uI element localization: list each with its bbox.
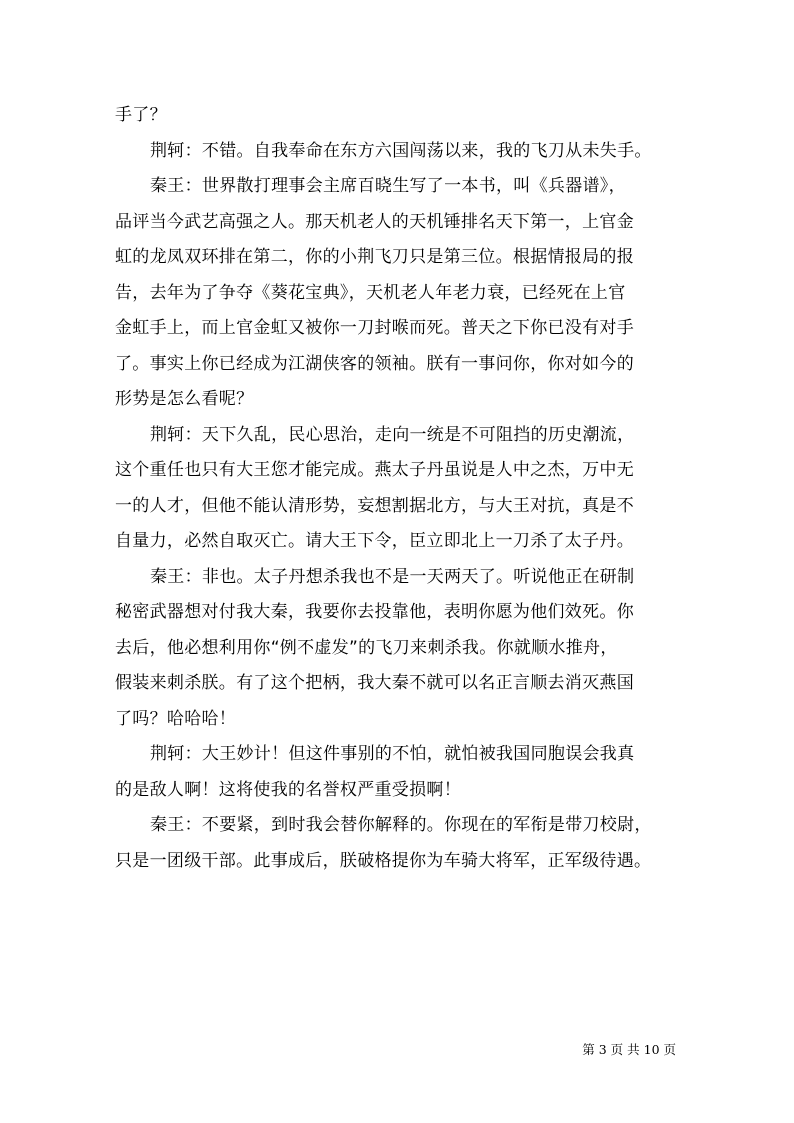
- text-line: 了吗？哈哈哈！: [115, 708, 237, 729]
- text-line: 荆轲：大王妙计！但这件事别的不怕，就怕被我国同胞误会我真: [150, 744, 635, 764]
- text-line: 荆轲：天下久乱，民心思治，走向一统是不可阻挡的历史潮流，: [150, 424, 635, 445]
- text-line: 了。事实上你已经成为江湖侠客的领袖。朕有一事问你，你对如今的: [115, 353, 634, 374]
- text-line: 荆轲：不错。自我奉命在东方六国闯荡以来，我的飞刀从未失手。: [150, 140, 652, 161]
- text-line: 秦王：不要紧，到时我会替你解释的。你现在的军衔是带刀校尉，: [150, 815, 652, 835]
- text-line: 秘密武器想对付我大秦，我要你去投靠他，表明你愿为他们效死。你: [115, 602, 634, 622]
- text-line: 的是敌人啊！这将使我的名誉权严重受损啊！: [115, 779, 461, 800]
- text-line: 虹的龙凤双环排在第二，你的小荆飞刀只是第三位。根据情报局的报: [115, 247, 634, 267]
- text-line: 去后，他必想利用你“例不虚发”的飞刀来刺杀我。你就顺水推舟，: [115, 637, 618, 658]
- text-line: 这个重任也只有大王您才能完成。燕太子丹虽说是人中之杰，万中无: [115, 460, 634, 480]
- document-body: [115, 98, 685, 879]
- text-line: 秦王：非也。太子丹想杀我也不是一天两天了。听说他正在研制: [150, 566, 635, 587]
- text-line: 手了？: [115, 105, 167, 125]
- text-line: 告，去年为了争夺《葵花宝典》，天机老人年老力衰，已经死在上官: [115, 282, 626, 303]
- text-line: 假装来刺杀朕。有了这个把柄，我大秦不就可以名正言顺去消灭燕国: [115, 673, 634, 693]
- text-line: 品评当今武艺高强之人。那天机老人的天机锤排名天下第一，上官金: [115, 211, 634, 232]
- page-footer: 第 3 页 共 10 页: [582, 1042, 676, 1057]
- text-line: 形势是怎么看呢？: [115, 389, 254, 409]
- text-line: 只是一团级干部。此事成后，朕破格提你为车骑大将军，正军级待遇。: [115, 850, 652, 871]
- text-line: 一的人才，但他不能认清形势，妄想割据北方，与大王对抗，真是不: [115, 495, 634, 516]
- text-line: 秦王：世界散打理事会主席百晓生写了一本书，叫《兵器谱》，: [150, 176, 626, 196]
- text-line: 自量力，必然自取灭亡。请大王下令，臣立即北上一刀杀了太子丹。: [115, 531, 634, 551]
- text-line: 金虹手上，而上官金虹又被你一刀封喉而死。普天之下你已没有对手: [115, 318, 634, 338]
